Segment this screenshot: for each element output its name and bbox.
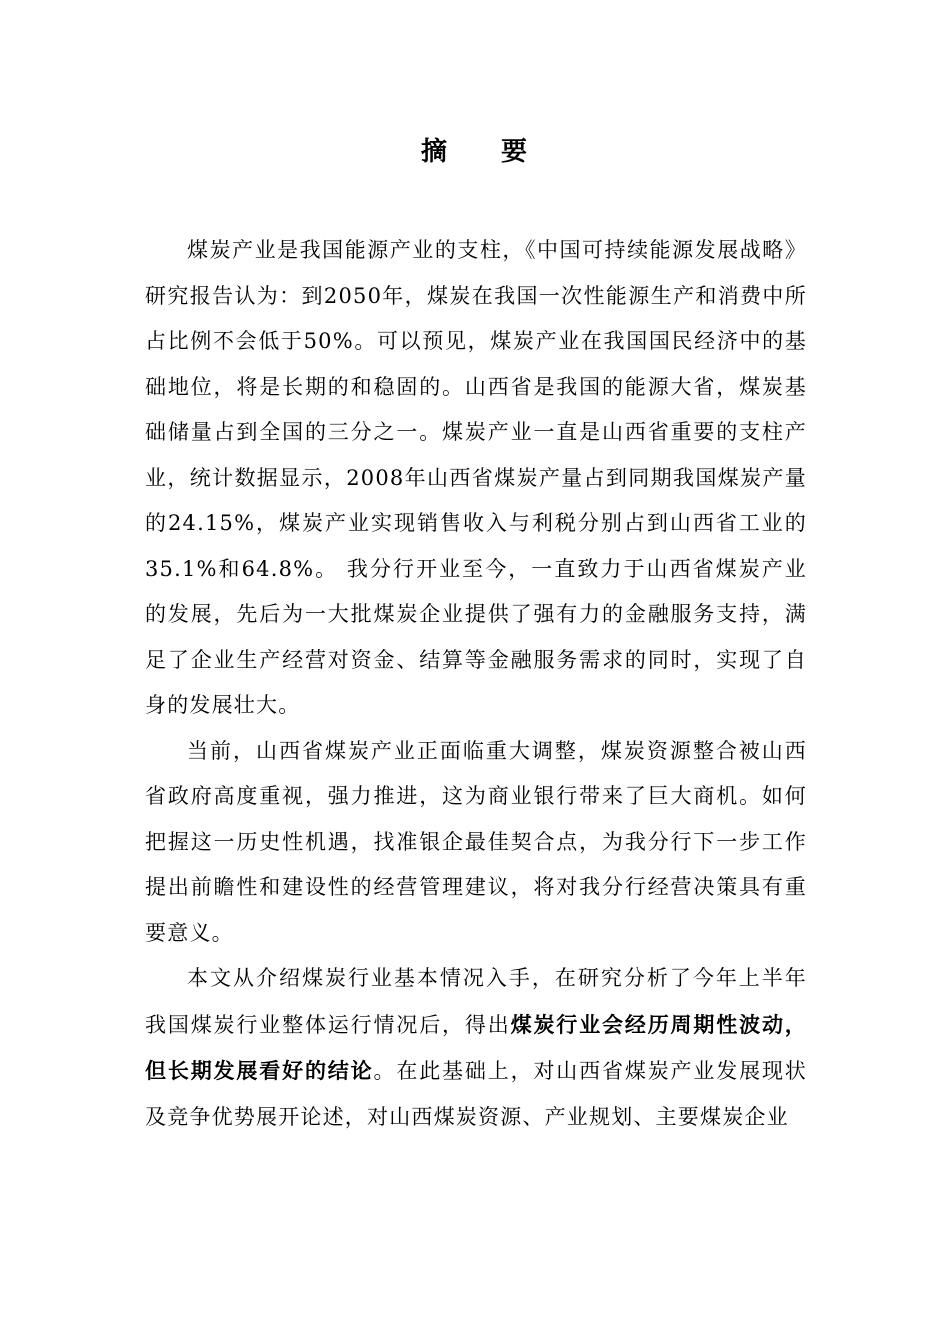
paragraph-3-end: 。在此基础上，对山西省煤炭产业发展现状及竞争优势展开论述，对山西煤炭资源、产业规划、主要煤炭企业 (145, 1059, 807, 1129)
title-char-2: 要 (501, 137, 530, 167)
paragraph-2: 当前，山西省煤炭产业正面临重大调整，煤炭资源整合被山西省政府高度重视，强力推进，这为商业银行带来了巨大商机。如何把握这一历史性机遇，找准银企最佳契合点，为我分行下一步工作提出前瞻性和建设性的经营管理建议，将对我分行经营决策具有重要意义。 (145, 738, 807, 945)
paragraph-3-bold-conclusion: 煤炭行业会经历周期性波动，但长期发展看好的结论 (145, 1011, 807, 1083)
abstract-body (145, 228, 807, 1140)
title-char-1: 摘 (420, 137, 449, 167)
paragraph-3-start: 本文从介绍煤炭行业基本情况入手，在研究分析了今年上半年我国煤炭行业整体运行情况后，得出 (145, 966, 807, 1037)
paragraph-1: 煤炭产业是我国能源产业的支柱，《中国可持续能源发展战略》研究报告认为：到2050年，煤炭在我国一次性能源生产和消费中所占比例不会低于50%。可以预见，煤炭产业在我国国民经济中的基础地位，将是长期的和稳固的。山西省是我国的能源大省，煤炭基础储量占到全国的三分之一。煤炭产业一直是山西省重要的支柱产业，统计数据显示，2008年山西省煤炭产量占到同期我国煤炭产量的24.15%，煤炭产业实现销售收入与利税分别占到山西省工业的35.1%和64.8%。 我分行开业至今，一直致力于山西省煤炭产业的发展，先后为一大批煤炭企业提供了强有力的金融服务支持，满足了企业生产经营对资金、结算等金融服务需求的同时，实现了自身的发展壮大。 (145, 238, 807, 717)
page-title (0, 128, 950, 176)
paragraph-3 (145, 956, 807, 1140)
